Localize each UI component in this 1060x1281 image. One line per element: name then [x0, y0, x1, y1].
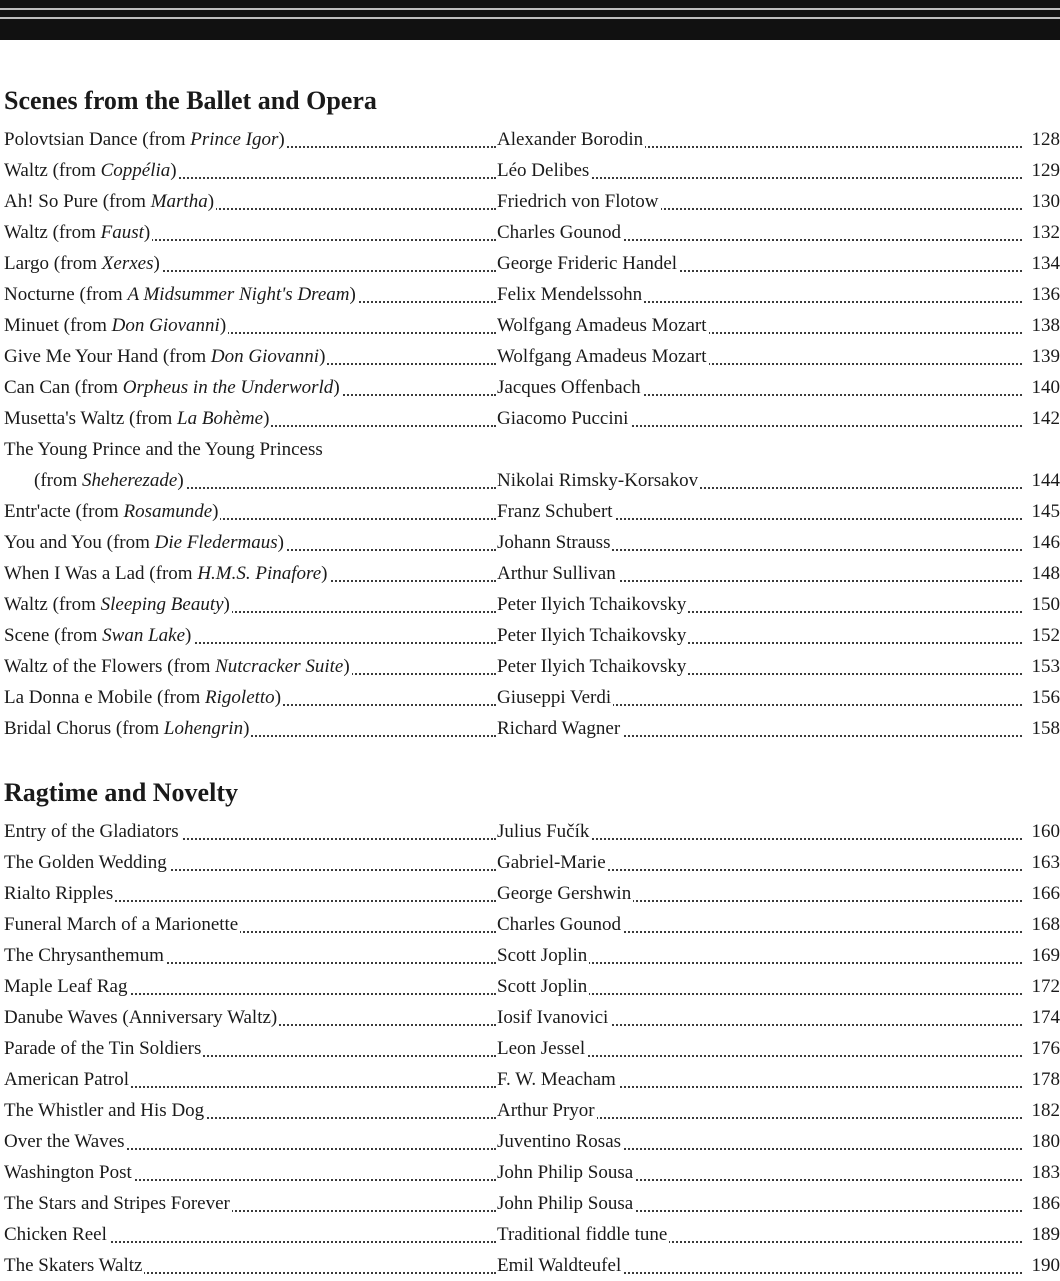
entry-work-title: A Midsummer Night's Dream [127, 284, 350, 305]
entry-composer [497, 1157, 1022, 1188]
entry-title [4, 589, 496, 620]
entry-title-text [4, 718, 251, 739]
entry-composer-text: Peter Ilyich Tchaikovsky [497, 625, 687, 646]
entry-page-number: 142 [1022, 403, 1060, 434]
entry-title [4, 847, 496, 878]
entry-title [4, 527, 496, 558]
entry-composer [497, 682, 1022, 713]
entry-title-text [4, 625, 193, 646]
entry-title-suffix: ) [321, 563, 328, 584]
entry-title [4, 971, 496, 1002]
entry-composer [497, 372, 1022, 403]
entry-page-number: 152 [1022, 620, 1060, 651]
entry-title-suffix: ) [349, 284, 356, 305]
entry-title-suffix: ) [212, 501, 219, 522]
entry-title-suffix: ) [170, 160, 177, 181]
toc-entry [4, 124, 1058, 155]
entry-title-text [4, 222, 152, 243]
entry-composer-text: Wolfgang Amadeus Mozart [497, 346, 707, 367]
entry-composer [497, 940, 1022, 971]
entry-composer [497, 713, 1022, 744]
entry-title-prefix: Waltz (from [4, 160, 101, 181]
entry-title-prefix: Bridal Chorus (from [4, 718, 164, 739]
toc-entry [4, 1002, 1058, 1033]
entry-work-title: Don Giovanni [210, 346, 320, 367]
entry-title-suffix: ) [243, 718, 250, 739]
entry-title-text [4, 284, 358, 305]
entry-page-number: 176 [1022, 1033, 1060, 1064]
entry-title-prefix: You and You (from [4, 532, 155, 553]
entry-title [4, 155, 496, 186]
toc-entry-list [4, 816, 1058, 1281]
entry-page-number: 145 [1022, 496, 1060, 527]
entry-composer [497, 310, 1022, 341]
entry-title-text [4, 1224, 109, 1245]
entry-title [4, 372, 496, 403]
entry-title-text [4, 532, 286, 553]
entry-title [4, 816, 496, 847]
entry-composer [497, 1064, 1022, 1095]
entry-composer-text: Giacomo Puccini [497, 408, 629, 429]
entry-title-prefix: Danube Waves (Anniversary Waltz) [4, 1007, 278, 1028]
entry-composer-text: Johann Strauss [497, 532, 611, 553]
entry-title-text [4, 1038, 203, 1059]
entry-page-number: 158 [1022, 713, 1060, 744]
entry-title-suffix: ) [333, 377, 340, 398]
entry-page-number: 189 [1022, 1219, 1060, 1250]
toc-entry [4, 527, 1058, 558]
toc-entry [4, 1188, 1058, 1219]
entry-title-text [4, 852, 169, 873]
entry-title [4, 496, 496, 527]
entry-title-text [4, 1069, 131, 1090]
entry-page-number: 128 [1022, 124, 1060, 155]
entry-title-suffix: ) [153, 253, 160, 274]
entry-title-text [4, 346, 327, 367]
entry-title-text [4, 914, 240, 935]
entry-composer-text: Scott Joplin [497, 945, 588, 966]
entry-composer-text: Wolfgang Amadeus Mozart [497, 315, 707, 336]
entry-composer [497, 1219, 1022, 1250]
entry-page-number: 148 [1022, 558, 1060, 589]
entry-title [4, 217, 496, 248]
entry-title-text [4, 687, 283, 708]
entry-title-suffix: ) [185, 625, 192, 646]
entry-page-number: 168 [1022, 909, 1060, 940]
entry-page-number: 153 [1022, 651, 1060, 682]
entry-composer-text: Traditional fiddle tune [497, 1224, 668, 1245]
entry-title-suffix: ) [343, 656, 350, 677]
entry-title-prefix: (from [34, 470, 83, 491]
entry-title [4, 909, 496, 940]
entry-page-number: 186 [1022, 1188, 1060, 1219]
entry-title [4, 186, 496, 217]
entry-composer [497, 558, 1022, 589]
toc-entry [4, 1064, 1058, 1095]
entry-page-number: 136 [1022, 279, 1060, 310]
entry-title-prefix: American Patrol [4, 1069, 130, 1090]
entry-title-prefix: Washington Post [4, 1162, 132, 1183]
entry-composer-text: Nikolai Rimsky-Korsakov [497, 470, 699, 491]
entry-composer-text: George Frideric Handel [497, 253, 678, 274]
entry-title [4, 248, 496, 279]
entry-composer-text: Peter Ilyich Tchaikovsky [497, 594, 687, 615]
toc-entry [4, 186, 1058, 217]
entry-title-prefix: Chicken Reel [4, 1224, 107, 1245]
entry-page-number: 178 [1022, 1064, 1060, 1095]
entry-page-number: 139 [1022, 341, 1060, 372]
entry-page-number: 166 [1022, 878, 1060, 909]
entry-work-title: Nutcracker Suite [215, 656, 344, 677]
entry-work-title: Faust [100, 222, 144, 243]
entry-title-text [4, 253, 162, 274]
entry-title [4, 651, 496, 682]
toc-entry [4, 155, 1058, 186]
entry-page-number: 134 [1022, 248, 1060, 279]
entry-title-text [4, 1007, 279, 1028]
entry-composer [497, 465, 1022, 496]
entry-composer [497, 155, 1022, 186]
toc-entry [4, 1219, 1058, 1250]
entry-title-prefix: Waltz (from [4, 594, 101, 615]
entry-title-prefix: Parade of the Tin Soldiers [4, 1038, 202, 1059]
entry-composer [497, 527, 1022, 558]
entry-composer-text: John Philip Sousa [497, 1162, 634, 1183]
entry-composer-text: Friedrich von Flotow [497, 191, 659, 212]
entry-composer [497, 217, 1022, 248]
entry-title-prefix: Waltz of the Flowers (from [4, 656, 216, 677]
entry-title [4, 1095, 496, 1126]
entry-work-title: Martha [150, 191, 208, 212]
entry-title-text [4, 377, 342, 398]
entry-work-title: Rigoletto [205, 687, 275, 708]
entry-composer-text: Felix Mendelssohn [497, 284, 643, 305]
entry-composer-text: Leon Jessel [497, 1038, 586, 1059]
entry-title-prefix: The Chrysanthemum [4, 945, 164, 966]
toc-entry [4, 971, 1058, 1002]
entry-title-prefix: Polovtsian Dance (from [4, 129, 191, 150]
toc-entry [4, 1250, 1058, 1281]
entry-title [4, 1002, 496, 1033]
entry-title-line [4, 434, 496, 465]
entry-work-title: H.M.S. Pinafore [197, 563, 322, 584]
entry-composer-text: Julius Fučík [497, 821, 590, 842]
entry-work-title: Lohengrin [163, 718, 244, 739]
entry-composer [497, 248, 1022, 279]
entry-title [4, 310, 496, 341]
toc-entry [4, 217, 1058, 248]
toc-entry [4, 713, 1058, 744]
entry-composer [497, 403, 1022, 434]
entry-title-suffix: ) [277, 532, 284, 553]
toc-entry [4, 310, 1058, 341]
entry-title-text [4, 1162, 134, 1183]
entry-page-number: 183 [1022, 1157, 1060, 1188]
entry-title [4, 713, 496, 744]
entry-composer [497, 878, 1022, 909]
toc-section-ragtime-novelty [4, 776, 1058, 1281]
entry-title-prefix: Nocturne (from [4, 284, 128, 305]
entry-work-title: Swan Lake [102, 625, 185, 646]
entry-title-prefix: Entr'acte (from [4, 501, 124, 522]
entry-composer-text: Emil Waldteufel [497, 1255, 622, 1276]
entry-composer [497, 1250, 1022, 1281]
entry-title-suffix: ) [177, 470, 184, 491]
entry-composer-text: John Philip Sousa [497, 1193, 634, 1214]
entry-title-prefix: Musetta's Waltz (from [4, 408, 178, 429]
entry-page-number: 132 [1022, 217, 1060, 248]
entry-title-text [4, 1255, 144, 1276]
entry-work-title: Coppélia [100, 160, 171, 181]
toc-entry [4, 682, 1058, 713]
header-bar [0, 0, 1060, 40]
section-title: Scenes from the Ballet and Opera [4, 86, 377, 115]
entry-composer [497, 1095, 1022, 1126]
entry-composer [497, 816, 1022, 847]
entry-title-suffix: ) [263, 408, 270, 429]
entry-page-number: 144 [1022, 465, 1060, 496]
toc-entry [4, 816, 1058, 847]
toc-entry [4, 620, 1058, 651]
entry-title [4, 1033, 496, 1064]
entry-work-title: La Bohème [177, 408, 264, 429]
entry-title-text [4, 315, 228, 336]
entry-title-prefix: Waltz (from [4, 222, 101, 243]
entry-composer-text: Gabriel-Marie [497, 852, 606, 873]
entry-title [4, 279, 496, 310]
entry-composer-text: Juventino Rosas [497, 1131, 622, 1152]
entry-composer-text: Peter Ilyich Tchaikovsky [497, 656, 687, 677]
entry-title-text [4, 945, 166, 966]
entry-title-prefix: La Donna e Mobile (from [4, 687, 206, 708]
toc-entry-list [4, 124, 1058, 744]
entry-composer [497, 909, 1022, 940]
entry-composer-text: Charles Gounod [497, 914, 622, 935]
toc-entry [4, 1033, 1058, 1064]
entry-composer [497, 620, 1022, 651]
entry-page-number: 138 [1022, 310, 1060, 341]
entry-title-prefix: The Stars and Stripes Forever [4, 1193, 230, 1214]
entry-title-prefix: Can Can (from [4, 377, 123, 398]
entry-composer [497, 1126, 1022, 1157]
entry-title-prefix: When I Was a Lad (from [4, 563, 198, 584]
entry-composer-text: Scott Joplin [497, 976, 588, 997]
entry-title [4, 940, 496, 971]
entry-composer [497, 1188, 1022, 1219]
entry-page-number: 156 [1022, 682, 1060, 713]
toc-entry [4, 1126, 1058, 1157]
entry-title-prefix: Funeral March of a Marionette [4, 914, 239, 935]
entry-title [4, 341, 496, 372]
entry-title [4, 878, 496, 909]
entry-title-prefix: The Whistler and His Dog [4, 1100, 205, 1121]
entry-title-text [4, 821, 181, 842]
entry-title-prefix: Entry of the Gladiators [4, 821, 179, 842]
entry-composer [497, 186, 1022, 217]
entry-title-text [4, 501, 220, 522]
entry-title [4, 682, 496, 713]
entry-page-number: 174 [1022, 1002, 1060, 1033]
entry-title-suffix: ) [207, 191, 215, 212]
entry-page-number: 140 [1022, 372, 1060, 403]
entry-composer [497, 279, 1022, 310]
entry-title-text [4, 191, 216, 212]
entry-composer-text: Arthur Pryor [497, 1100, 595, 1121]
header-bar-stripe [0, 8, 1060, 10]
entry-composer-text: Arthur Sullivan [497, 563, 616, 584]
entry-composer-text: Alexander Borodin [497, 129, 644, 150]
entry-title [4, 403, 496, 434]
entry-page-number: 146 [1022, 527, 1060, 558]
toc-entry [4, 434, 1058, 496]
entry-title-text: The Young Prince and the Young Princess [4, 439, 323, 460]
entry-title-text [4, 563, 330, 584]
entry-composer [497, 1002, 1022, 1033]
entry-title [4, 558, 496, 589]
entry-title-prefix: Scene (from [4, 625, 103, 646]
entry-title-prefix: The Skaters Waltz [4, 1255, 143, 1276]
entry-composer-text: Léo Delibes [497, 160, 590, 181]
entry-title-prefix: Over the Waves [4, 1131, 125, 1152]
entry-page-number: 163 [1022, 847, 1060, 878]
entry-work-title: Orpheus in the Underworld [122, 377, 334, 398]
entry-title-text [4, 470, 186, 491]
entry-composer-text: Giuseppi Verdi [497, 687, 612, 708]
toc-entry [4, 403, 1058, 434]
entry-page-number: 190 [1022, 1250, 1060, 1281]
entry-title [4, 1064, 496, 1095]
entry-composer-text: F. W. Meacham [497, 1069, 616, 1090]
entry-title-prefix: Maple Leaf Rag [4, 976, 128, 997]
toc-entry [4, 651, 1058, 682]
entry-composer [497, 847, 1022, 878]
header-bar-stripe [0, 17, 1060, 19]
entry-title-prefix: Minuet (from [4, 315, 112, 336]
toc-entry [4, 341, 1058, 372]
entry-title-prefix: Ah! So Pure (from [4, 191, 151, 212]
entry-work-title: Die Fledermaus [154, 532, 278, 553]
toc-section-ballet-opera [4, 84, 1058, 744]
toc-entry [4, 558, 1058, 589]
entry-title-suffix: ) [223, 594, 230, 615]
entry-page-number: 182 [1022, 1095, 1060, 1126]
entry-composer-text: Jacques Offenbach [497, 377, 641, 398]
entry-composer [497, 651, 1022, 682]
toc-entry [4, 372, 1058, 403]
toc-entry [4, 1157, 1058, 1188]
entry-title-text [4, 656, 352, 677]
toc-entry [4, 909, 1058, 940]
entry-title-text [4, 129, 287, 150]
entry-title-text [4, 883, 115, 904]
entry-work-title: Rosamunde [123, 501, 213, 522]
entry-composer [497, 1033, 1022, 1064]
entry-title-text [4, 1193, 232, 1214]
entry-composer-text: George Gershwin [497, 883, 632, 904]
entry-title-text [4, 408, 271, 429]
toc-entry [4, 248, 1058, 279]
entry-work-title: Don Giovanni [111, 315, 220, 336]
entry-page-number: 150 [1022, 589, 1060, 620]
entry-title-text [4, 1100, 206, 1121]
entry-composer-text: Richard Wagner [497, 718, 621, 739]
entry-composer-text: Iosif Ivanovici [497, 1007, 609, 1028]
entry-title-text [4, 976, 129, 997]
toc-entry [4, 589, 1058, 620]
entry-title-text [4, 594, 232, 615]
toc-entry [4, 940, 1058, 971]
entry-title [4, 620, 496, 651]
entry-title-suffix: ) [278, 129, 285, 150]
entry-composer [497, 589, 1022, 620]
entry-composer [497, 124, 1022, 155]
entry-title-text [4, 160, 179, 181]
entry-title-suffix: ) [319, 346, 326, 367]
entry-work-title: Sleeping Beauty [100, 594, 224, 615]
entry-title-suffix: ) [274, 687, 282, 708]
section-title: Ragtime and Novelty [4, 778, 238, 807]
toc-entry [4, 279, 1058, 310]
entry-title [4, 1188, 496, 1219]
entry-title [4, 1157, 496, 1188]
entry-title-prefix: Rialto Ripples [4, 883, 114, 904]
entry-page-number: 172 [1022, 971, 1060, 1002]
entry-title [4, 1219, 496, 1250]
entry-title-prefix: Largo (from [4, 253, 102, 274]
entry-title-prefix: The Golden Wedding [4, 852, 167, 873]
entry-page-number: 129 [1022, 155, 1060, 186]
entry-composer [497, 496, 1022, 527]
entry-title [4, 465, 496, 496]
toc-entry [4, 1095, 1058, 1126]
toc-entry [4, 496, 1058, 527]
entry-page-number: 180 [1022, 1126, 1060, 1157]
entry-title-prefix: Give Me Your Hand (from [4, 346, 211, 367]
entry-page-number: 130 [1022, 186, 1060, 217]
entry-composer [497, 971, 1022, 1002]
entry-composer-text: Franz Schubert [497, 501, 613, 522]
toc-entry [4, 847, 1058, 878]
entry-composer-text: Charles Gounod [497, 222, 622, 243]
entry-work-title: Sheherezade [82, 470, 178, 491]
entry-title [4, 124, 496, 155]
entry-composer [497, 341, 1022, 372]
entry-page-number: 160 [1022, 816, 1060, 847]
entry-title [4, 1126, 496, 1157]
entry-page-number: 169 [1022, 940, 1060, 971]
entry-title-suffix: ) [143, 222, 151, 243]
entry-title-suffix: ) [219, 315, 227, 336]
entry-work-title: Xerxes [101, 253, 154, 274]
entry-work-title: Prince Igor [190, 129, 279, 150]
toc-entry [4, 878, 1058, 909]
entry-title-text [4, 1131, 127, 1152]
entry-title [4, 1250, 496, 1281]
